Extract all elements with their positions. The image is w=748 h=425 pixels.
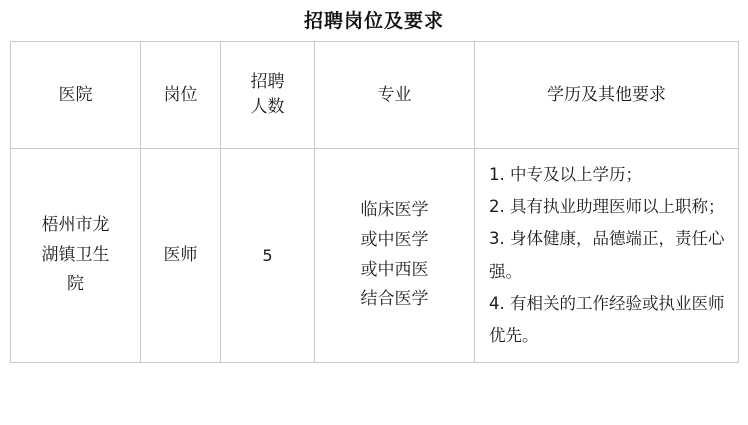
cell-post: 医师 <box>141 149 221 363</box>
column-header-major-line: 专业 <box>377 84 412 105</box>
column-header-requirements-line: 学历及其他要求 <box>547 84 666 105</box>
requirement-item: 1. 中专及以上学历； <box>489 165 642 184</box>
cell-hospital-line-1: 梧州市龙 <box>41 214 110 235</box>
column-header-post-line: 岗位 <box>163 84 198 105</box>
cell-hospital-line-2: 湖镇卫生 <box>41 244 110 265</box>
cell-major-line-3: 或中西医 <box>360 259 429 280</box>
requirement-item: 3. 身体健康，品德端正，责任心强。 <box>489 229 725 281</box>
cell-hospital <box>11 149 141 363</box>
column-header-count-line-2: 人数 <box>250 97 285 117</box>
cell-major-line-2: 或中医学 <box>360 229 429 250</box>
cell-major <box>315 149 475 363</box>
table-body <box>11 149 739 363</box>
cell-count: 5 <box>221 149 315 363</box>
requirement-item: 4. 有相关的工作经验或执业医师优先。 <box>489 293 725 345</box>
requirement-item: 2. 具有执业助理医师以上职称； <box>489 197 725 217</box>
column-header-hospital-line: 医院 <box>58 84 93 105</box>
column-header-count <box>221 42 315 149</box>
page-title: 招聘岗位及要求 <box>303 10 444 32</box>
cell-requirements <box>475 149 739 363</box>
column-header-requirements <box>475 42 739 149</box>
table-header <box>11 42 739 149</box>
cell-hospital-line-3: 院 <box>67 274 84 295</box>
cell-major-line-4: 结合医学 <box>360 289 429 310</box>
table-row <box>11 149 739 363</box>
column-header-count-line-1: 招聘 <box>250 72 285 93</box>
column-header-hospital <box>11 42 141 149</box>
recruitment-table <box>10 41 739 363</box>
column-header-post <box>141 42 221 149</box>
table-header-row <box>11 42 739 149</box>
cell-major-line-1: 临床医学 <box>360 200 429 221</box>
column-header-major <box>315 42 475 149</box>
